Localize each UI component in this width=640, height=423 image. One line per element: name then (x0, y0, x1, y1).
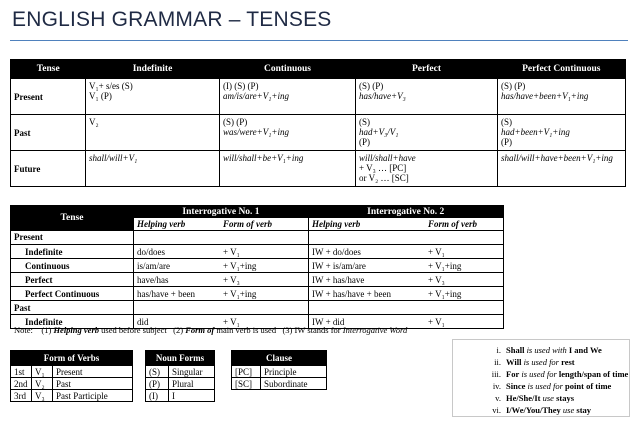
rule-connector: is used for (519, 369, 559, 379)
table-row (11, 259, 504, 273)
note-emphasis: Interrogative Word (342, 325, 408, 335)
empty-cell (309, 231, 426, 245)
verb-form-name: Past Participle (53, 390, 133, 402)
rule-subject: I/We/You/They (506, 405, 561, 415)
page-title: ENGLISH GRAMMAR – TENSES (12, 8, 332, 31)
form-of-verb-2: + V₃ (425, 273, 504, 287)
noun-code: (S) (146, 366, 169, 378)
table-row (146, 390, 215, 402)
rule-object: I and We (568, 345, 602, 355)
cell-line: (I) (S) (P) (223, 81, 259, 91)
rule-connector: is used with (524, 345, 569, 355)
noun-name: I (169, 390, 215, 402)
rule-object: stays (556, 393, 575, 403)
rule-subject: Shall (506, 345, 525, 355)
rule-subject: He/She/It (506, 393, 541, 403)
rule-connector: is used for (521, 357, 562, 367)
row-label: Perfect Continuous (11, 287, 134, 301)
cell-line: (P) (359, 137, 370, 147)
empty-cell (220, 231, 309, 245)
note-text: used before subject (99, 325, 167, 335)
section-label-past: Past (11, 301, 134, 315)
cell-past-continuous (220, 115, 356, 151)
form-of-verb-1: + V₁ (220, 315, 309, 329)
clause-name: Principle (261, 366, 327, 378)
interrogative-header-row (11, 206, 504, 219)
helping-verb-1: has/have + been (134, 287, 221, 301)
clause-code: [PC] (232, 366, 261, 378)
title-underline (10, 40, 628, 41)
cell-line: V₁+ s/es (S) (89, 81, 133, 91)
form-of-verbs-header: Form of Verbs (11, 351, 133, 366)
rule-subject: Since (506, 381, 526, 391)
tenses-header-row (11, 60, 626, 79)
header-perfect-continuous: Perfect Continuous (498, 60, 626, 79)
helping-verb-1: did (134, 315, 221, 329)
header-continuous: Continuous (220, 60, 356, 79)
cell-present-indefinite (86, 79, 220, 115)
verb-symbol: V₂ (32, 378, 53, 390)
table-row (146, 366, 215, 378)
table-row (232, 366, 327, 378)
form-of-verb-1: + V₃ (220, 273, 309, 287)
row-label: Perfect (11, 273, 134, 287)
helping-verb-1: do/does (134, 245, 221, 259)
row-label: Indefinite (11, 315, 134, 329)
rule-subject: Will (506, 357, 522, 367)
cell-line: V₁ (P) (89, 91, 112, 101)
noun-name: Plural (169, 378, 215, 390)
header-indefinite: Indefinite (86, 60, 220, 79)
noun-forms-table (145, 350, 215, 402)
row-label: Continuous (11, 259, 134, 273)
cell-future-continuous: will/shall+be+V₁+ing (220, 151, 356, 187)
note-emphasis: Form of (185, 325, 215, 335)
subheader-form-of-verb: Form of verb (425, 218, 504, 231)
row-label-present: Present (11, 79, 86, 115)
empty-cell (309, 301, 426, 315)
table-row (11, 115, 626, 151)
clause-code: [SC] (232, 378, 261, 390)
note-text: (3) IW stands for (282, 325, 343, 335)
helping-verb-2: IW + has/have (309, 273, 426, 287)
cell-line: V₂ (89, 117, 99, 127)
ordinal: 1st (11, 366, 32, 378)
table-row (11, 245, 504, 259)
list-number: iv. (492, 381, 501, 391)
subheader-form-of-verb: Form of verb (220, 218, 309, 231)
noun-code: (P) (146, 378, 169, 390)
rule-object: length/span of time (558, 369, 629, 379)
section-label-present: Present (14, 232, 43, 243)
header-tense: Tense (11, 206, 134, 231)
note-text: main verb is used (214, 325, 277, 335)
rule-connector: is used for (525, 381, 566, 391)
list-number: v. (495, 393, 501, 403)
cell-line: am/is/are+V₁+ing (223, 91, 289, 101)
cell-line: has/have+been+V₁+ing (501, 91, 589, 101)
cell-line: had+V₃/V₁ (359, 127, 399, 137)
form-of-verb-2: + V₁ (425, 315, 504, 329)
table-row (146, 378, 215, 390)
clause-name: Subordinate (261, 378, 327, 390)
cell-future-indefinite: shall/will+V₁ (86, 151, 220, 187)
helping-verb-2: IW + is/am/are (309, 259, 426, 273)
cell-present-perfect (356, 79, 498, 115)
helping-verb-1: is/am/are (134, 259, 221, 273)
verb-form-name: Present (53, 366, 133, 378)
table-row (11, 287, 504, 301)
header-perfect: Perfect (356, 60, 498, 79)
ordinal: 3rd (11, 390, 32, 402)
empty-cell (220, 301, 309, 315)
table-row (11, 390, 133, 402)
rule-connector: use (560, 405, 577, 415)
interrogative-table (10, 205, 504, 329)
cell-line: has/have+V₃ (359, 91, 406, 101)
table-row (11, 79, 626, 115)
form-of-verb-1: + V₁+ing (220, 287, 309, 301)
empty-cell (425, 301, 504, 315)
subheader-helping-verb: Helping verb (134, 218, 221, 231)
cell-line: (S) (P) (223, 117, 248, 127)
cell-present-continuous (220, 79, 356, 115)
cell-line: (S) (P) (501, 81, 526, 91)
helping-verb-2: IW + did (309, 315, 426, 329)
form-of-verbs-table (10, 350, 133, 402)
verb-form-name: Past (53, 378, 133, 390)
form-of-verb-1: + V₁ (220, 245, 309, 259)
section-row-present (11, 231, 504, 245)
ordinal: 2nd (11, 378, 32, 390)
cell-past-perfect-continuous (498, 115, 626, 151)
cell-past-indefinite (86, 115, 220, 151)
row-label: Indefinite (11, 245, 134, 259)
subheader-helping-verb: Helping verb (309, 218, 426, 231)
noun-code: (I) (146, 390, 169, 402)
cell-line: (S) (359, 117, 370, 127)
tenses-table (10, 59, 626, 187)
rule-object: rest (561, 357, 575, 367)
helping-verb-2: IW + do/does (309, 245, 426, 259)
form-of-verb-2: + V₁+ing (425, 259, 504, 273)
table-row (232, 378, 327, 390)
list-number: ii. (494, 357, 501, 367)
list-number: iii. (491, 369, 501, 379)
form-of-verb-2: + V₁ (425, 245, 504, 259)
cell-line: was/were+V₁+ing (223, 127, 289, 137)
cell-line: (P) (501, 137, 512, 147)
note-text: (1) (41, 325, 54, 335)
header-tense: Tense (11, 60, 86, 79)
table-row (11, 378, 133, 390)
note-lead: Note: (14, 325, 33, 335)
list-number: vi. (492, 405, 501, 415)
helping-verb-2: IW + has/have + been (309, 287, 426, 301)
helping-verb-1: have/has (134, 273, 221, 287)
header-interrogative-1: Interrogative No. 1 (134, 206, 309, 219)
form-of-verb-1: + V₁+ing (220, 259, 309, 273)
table-row (11, 273, 504, 287)
cell-past-perfect (356, 115, 498, 151)
verb-symbol: V₁ (32, 366, 53, 378)
table-row (11, 151, 626, 187)
empty-cell (134, 231, 221, 245)
note-emphasis: Helping verb (53, 325, 100, 335)
cell-future-perfect-continuous: shall/will+have+been+V₁+ing (498, 151, 626, 187)
cell-line: will/shall+have (359, 153, 416, 163)
row-label-past: Past (11, 115, 86, 151)
cell-line: + V₃ … [PC] (359, 163, 407, 173)
note-text: (2) (173, 325, 186, 335)
rule-subject: For (506, 369, 520, 379)
cell-line: (S) (501, 117, 512, 127)
rule-connector: use (540, 393, 557, 403)
row-label-future: Future (11, 151, 86, 187)
noun-name: Singular (169, 366, 215, 378)
noun-forms-header: Noun Forms (146, 351, 215, 366)
list-number: i. (496, 345, 501, 355)
cell-line: or V₂ … [SC] (359, 173, 409, 183)
cell-line: had+been+V₁+ing (501, 127, 570, 137)
form-of-verb-2: + V₁+ing (425, 287, 504, 301)
usage-rules-list (452, 339, 630, 417)
cell-present-perfect-continuous (498, 79, 626, 115)
cell-future-perfect (356, 151, 498, 187)
note-line (14, 325, 407, 335)
cell-line: (S) (P) (359, 81, 384, 91)
clause-table (231, 350, 327, 390)
header-interrogative-2: Interrogative No. 2 (309, 206, 504, 219)
empty-cell (134, 301, 221, 315)
empty-cell (425, 231, 504, 245)
clause-header: Clause (232, 351, 327, 366)
table-row (11, 366, 133, 378)
section-row-past (11, 301, 504, 315)
rule-object: point of time (565, 381, 612, 391)
rule-object: stay (576, 405, 592, 415)
verb-symbol: V₃ (32, 390, 53, 402)
